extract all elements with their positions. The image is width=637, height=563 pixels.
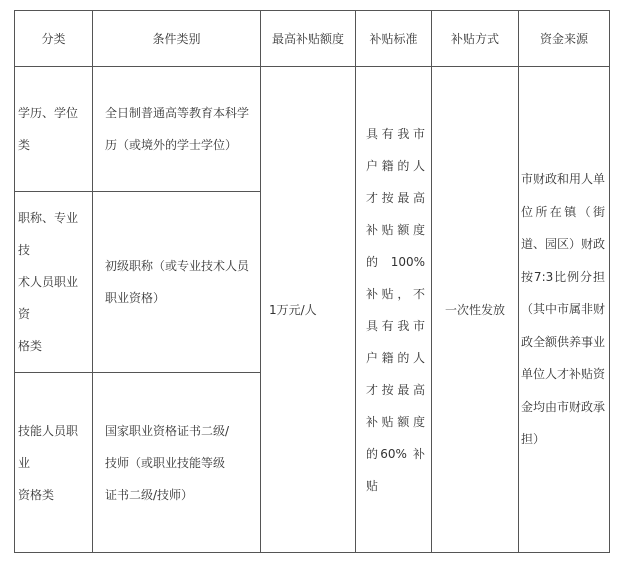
funding-line: 政全额供养事业 [521,334,606,349]
category-text: 格类 [18,339,43,353]
standard-line: 才按最高 [366,382,425,397]
condition-text: 全日制普通高等教育本科学 [105,106,250,120]
condition-cell [93,373,261,553]
header-condition: 条件类别 [93,11,261,67]
header-max-amount: 最高补贴额度 [261,11,356,67]
category-text: 术人员职业资 [18,275,79,321]
header-method: 补贴方式 [432,11,519,67]
category-text: 职称、专业技 [18,211,79,257]
funding-source-cell [519,67,610,553]
subsidy-policy-table [14,10,610,553]
funding-line: （其中市属非财 [521,302,606,317]
funding-line: 担） [521,432,546,447]
funding-line: 单位人才补贴资 [521,367,606,382]
funding-line: 位所在镇（街 [521,204,605,219]
standard-line: 具有我市 [366,126,425,141]
method-text: 一次性发放 [444,303,505,317]
standard-line: 才按最高 [366,190,425,205]
standard-line: 补贴额度 [366,222,425,237]
condition-text: 国家职业资格证书二级/ [105,423,230,438]
funding-line: 道、园区）财政 [521,237,606,252]
category-cell [15,67,93,192]
category-text: 技能人员职业 [18,423,79,470]
table-row [15,67,610,192]
standard-line: 户籍的人 [366,350,425,365]
funding-line: 按7:3比例分担 [521,269,605,284]
header-standard: 补贴标准 [356,11,432,67]
method-cell [432,67,519,553]
category-text: 资格类 [18,487,55,502]
header-funding-source: 资金来源 [519,11,610,67]
max-amount-text: 1万元/人 [269,303,317,317]
funding-line: 市财政和用人单 [521,172,606,187]
condition-text: 技师（或职业技能等级 [105,455,226,470]
header-row [15,11,610,67]
category-cell [15,192,93,373]
category-text: 学历、学位类 [18,106,79,152]
condition-cell [93,192,261,373]
condition-text: 职业资格） [105,291,166,305]
standard-line: 补贴，不 [366,286,425,301]
condition-text: 历（或境外的学士学位） [105,138,238,152]
standard-line: 的 100% [366,254,425,269]
condition-text: 证书二级/技师） [105,487,194,502]
standard-cell [356,67,432,553]
max-amount-cell [261,67,356,553]
standard-line: 贴 [366,478,379,493]
standard-line: 户籍的人 [366,158,425,173]
standard-line: 补贴额度 [366,414,425,429]
condition-cell [93,67,261,192]
funding-line: 金均由市财政承 [521,399,606,414]
header-category: 分类 [15,11,93,67]
condition-text: 初级职称（或专业技术人员 [105,259,250,273]
category-cell [15,373,93,553]
standard-line: 具有我市 [366,318,425,333]
standard-line: 的60% 补 [366,446,425,461]
